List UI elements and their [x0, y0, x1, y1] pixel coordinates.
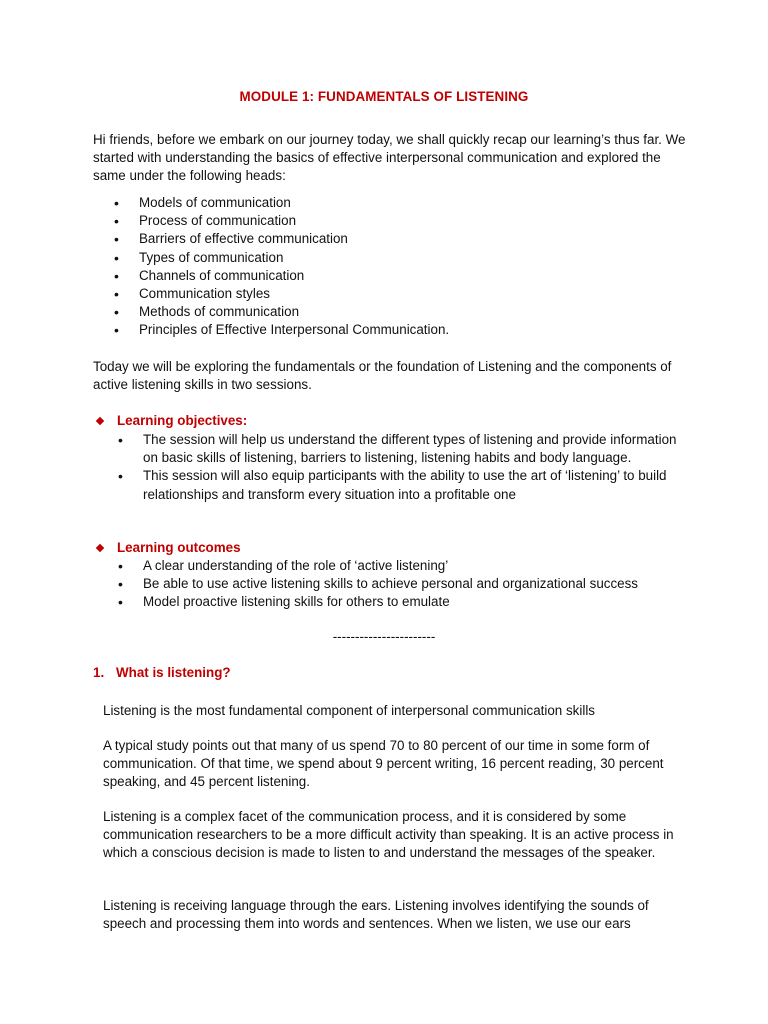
section-number: 1.: [93, 665, 105, 680]
list-item: • Models of communication: [93, 194, 693, 212]
list-item: • Be able to use active listening skills to achieve personal and organizational success: [117, 575, 682, 593]
page-title: MODULE 1: FUNDAMENTALS OF LISTENING: [239, 89, 529, 104]
recap-list: [93, 194, 693, 340]
list-item: • Principles of Effective Interpersonal Communication.: [93, 321, 693, 339]
list-item: • Model proactive listening skills for others to emulate: [117, 593, 682, 611]
objectives-heading-text: Learning objectives:: [117, 413, 248, 428]
list-item: • Barriers of effective communication: [93, 230, 693, 248]
diamond-bullet-icon: [96, 544, 104, 552]
intro-paragraph: Hi friends, before we embark on our journey today, we shall quickly recap our learning’s thus far. We started with understanding the basics of effective interpersonal communication and explored the same under the following heads:: [93, 132, 686, 184]
section-heading: [93, 665, 231, 680]
section-heading-text: What is listening?: [116, 665, 231, 680]
body-paragraph: Listening is the most fundamental component of interpersonal communication skills: [103, 703, 595, 718]
list-item: • A clear understanding of the role of ‘active listening’: [117, 557, 682, 575]
list-item: • The session will help us understand the different types of listening and provide information on basic skills of listening, barriers to listening, listening habits and body language.: [117, 431, 682, 467]
outcomes-heading-text: Learning outcomes: [117, 540, 241, 555]
section-divider: -----------------------: [332, 629, 436, 644]
diamond-bullet-icon: [96, 417, 104, 425]
list-item: • Process of communication: [93, 212, 693, 230]
list-item: • Types of communication: [93, 249, 693, 267]
list-item: • Channels of communication: [93, 267, 693, 285]
body-paragraph: Listening is receiving language through the ears. Listening involves identifying the sounds of speech and processing them into words and sentences. When we listen, we use our ears: [103, 898, 649, 932]
list-item: • Methods of communication: [93, 303, 693, 321]
body-paragraph: Listening is a complex facet of the communication process, and it is considered by some communication researchers to be a more difficult activity than speaking. It is an active process in which a conscious decision is made to listen to and understand the messages of the speaker.: [103, 809, 674, 861]
today-paragraph: Today we will be exploring the fundamentals or the foundation of Listening and the components of active listening skills in two sessions.: [93, 359, 672, 393]
outcomes-heading: [93, 539, 241, 557]
body-paragraph: A typical study points out that many of us spend 70 to 80 percent of our time in some form of communication. Of that time, we spend about 9 percent writing, 16 percent reading, 30 percent speaking, and 45 percent listening.: [103, 738, 664, 790]
outcomes-list: [117, 557, 682, 612]
objectives-heading: [93, 412, 247, 430]
objectives-list: [117, 431, 682, 504]
list-item: • Communication styles: [93, 285, 693, 303]
list-item: • This session will also equip participants with the ability to use the art of ‘listening’ to build relationships and transform every situation into a profitable one: [117, 467, 682, 503]
